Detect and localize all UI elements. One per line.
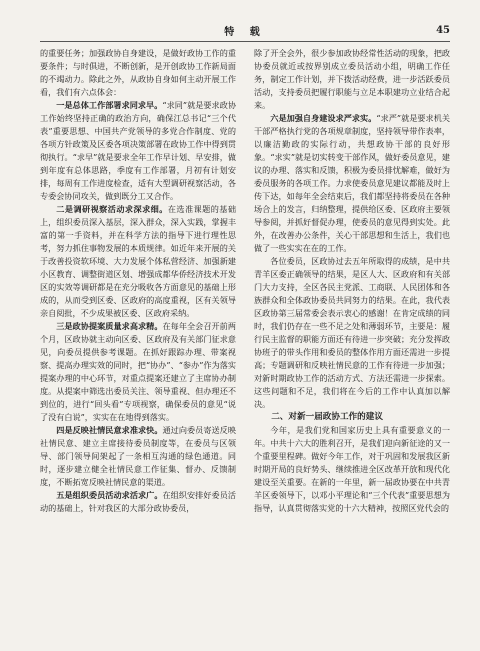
intro-paragraph: 的重要任务；加强政协自身建设，是做好政协工作的重要条件；与时俱进，不断创新，是开创政协工作新局面的不竭动力。除此之外，从政协自身如何主动开展工作看，我们有六点体会： (40, 48, 236, 97)
item-paragraph-2 (40, 203, 236, 320)
item-lead: 五是组织委员活动求活求广。 (56, 490, 163, 500)
running-header (40, 22, 450, 38)
header-rule (40, 41, 450, 42)
item-text: 在每年全会召开前两个月，区政协就主动向区委、区政府及有关部门征求意见，向委员提供参考课题。在抓好跟踪办理、带案视察、提高办理实效的同时，把“协办”、“参办”作为落实提案办理的中心环节，对重点提案还建立了主席协办制度。从提案中筛选出委员关注、领导重视、但办理还不到位的，进行“回头看”专项视察，确保委员的意见“说了没有白说”，实实在在地得到落实。 (40, 321, 236, 422)
two-column-body (40, 47, 450, 637)
new-term-paragraph: 今年，是我们党和国家历史上具有重要意义的一年。中共十六大的胜利召开，是我们迎向新征途的又一个重要里程碑。做好今年工作，对于巩固和发展我区新时期开局的良好势头、继续推进全区改革开放和现代化建设至关重要。在新的一年里，新一届政协要在中共青羊区委领导下，以邓小平理论和“三个代表”重要思想为指导，认真贯彻落实党的十六大精神，按照区党代会的 (254, 425, 450, 513)
item-lead: 一是总体工作部署求同求早。 (56, 100, 163, 110)
item-paragraph-3 (40, 320, 236, 424)
item-lead: 六是加强自身建设求严求实。 (270, 113, 377, 123)
page-number: 45 (436, 24, 450, 36)
item-lead: 三是政协提案质量求高求精。 (56, 321, 163, 331)
item-paragraph-4 (40, 424, 236, 489)
section-heading: 二、对新一届政协工作的建议 (271, 412, 383, 422)
summary-paragraph: 各位委员，区政协过去五年所取得的成绩，是中共青羊区委正确领导的结果，是区人大、区政府和有关部门大力支持，全区各民主党派、工商联、人民团体和各族群众和全体政协委员共同努力的结果。在此，我代表区政协第三届常委会表示衷心的感谢！在肯定成绩的同时，我们仍存在一些不足之处和薄弱环节，主要是：履行民主监督的职能方面还有待进一步突破；充分发挥政协班子的带头作用和委员的整体作用方面还需进一步提高；专题调研和反映社情民意的工作有待进一步加强；对新时期政协工作的活动方式、方法还需进一步探索。这些问题和不足，我们将在今后的工作中认真加以解决。 (254, 256, 450, 409)
item-paragraph-1 (40, 99, 236, 203)
item-text: 通过向委员寄送反映社情民意、建立主席接待委员制度等，在委员与区领导、部门领导间架起了一条相互沟通的绿色通道。同时，逐步建立健全社情民意工作征集、督办、反馈制度，不断拓宽反映社情民意的渠道。 (40, 425, 236, 487)
item-paragraph-5 (40, 489, 236, 515)
item-text: 在组织安排好委员活动的基础上，针对我区的大部分政协委员， (40, 490, 236, 513)
item-lead: 四是反映社情民意求准求快。 (56, 425, 163, 435)
header-title: 特 载 (224, 26, 266, 38)
item-text: “求严”就是要求机关干部严格执行党的各项规章制度，坚持领导带作表率，以廉洁勤政的实际行动，共想政协干部的良好形象。“求实”就是切实转变干部作风，做好委员意见，建议的办理、落实和反馈，积极为委员排忧解难，做好为委员服务的各项工作。力求使委员意见建议都能及时上传下达，如每年全会结束后，我们都坚持将委员在各种场合上的发言，归纳整理，提供给区委、区政府主要领导参阅，并抓好督促办理，使委员的意见得到实处。此外，在改善办公条件，关心干部思想和生活上，我们也做了一些实实在在的工作。 (254, 113, 450, 253)
right-column (254, 47, 450, 637)
item-lead: 二是调研视察活动求深求细。 (56, 204, 168, 214)
item-text: “求同”就是要求政协工作始终坚持正确的政治方向，确保江总书记“三个代表”重要思想、中国共产党领导的多党合作制度、党的各项方针政策及区委各项决策部署在政协工作中得到贯彻执行。“求早”就是要求全年工作早计划、早安排，做到年度有总体思路，季度有工作部署，月初有计划安排，每周有工作进度检查，适有大型调研视察活动，各专委会协同攻关，做到既分工又合作。 (40, 100, 236, 201)
item-paragraph-6 (254, 112, 450, 255)
item-text: 在选准课题的基础上，组织委员深入基层，深入群众，深入实践，掌握丰富的第一手资料，并在科学方法的指导下进行理性思考，努力抓住事物发展的本质规律。如近年来开展的关于改善投资软环境、大力发展个体私营经济、加强新建小区教育、调整街道区划、增强成都华侨经济技术开发区的实效等调研都是在充分吸收各方面意见的基础上形成的，从而受到区委、区政府的高度重视，区有关领导亲自阅批，不少成果被区委、区政府采纳。 (40, 204, 236, 318)
left-column (40, 47, 236, 637)
continued-paragraph: 除了开全会外，很少参加政协经常性活动的现象，把政协委员就近或按界别成立委员活动小组，明确工作任务，制定工作计划，并下拨活动经费，进一步活跃委员活动，支持委员把履行职能与立足本职建功立业结合起来。 (254, 48, 450, 110)
